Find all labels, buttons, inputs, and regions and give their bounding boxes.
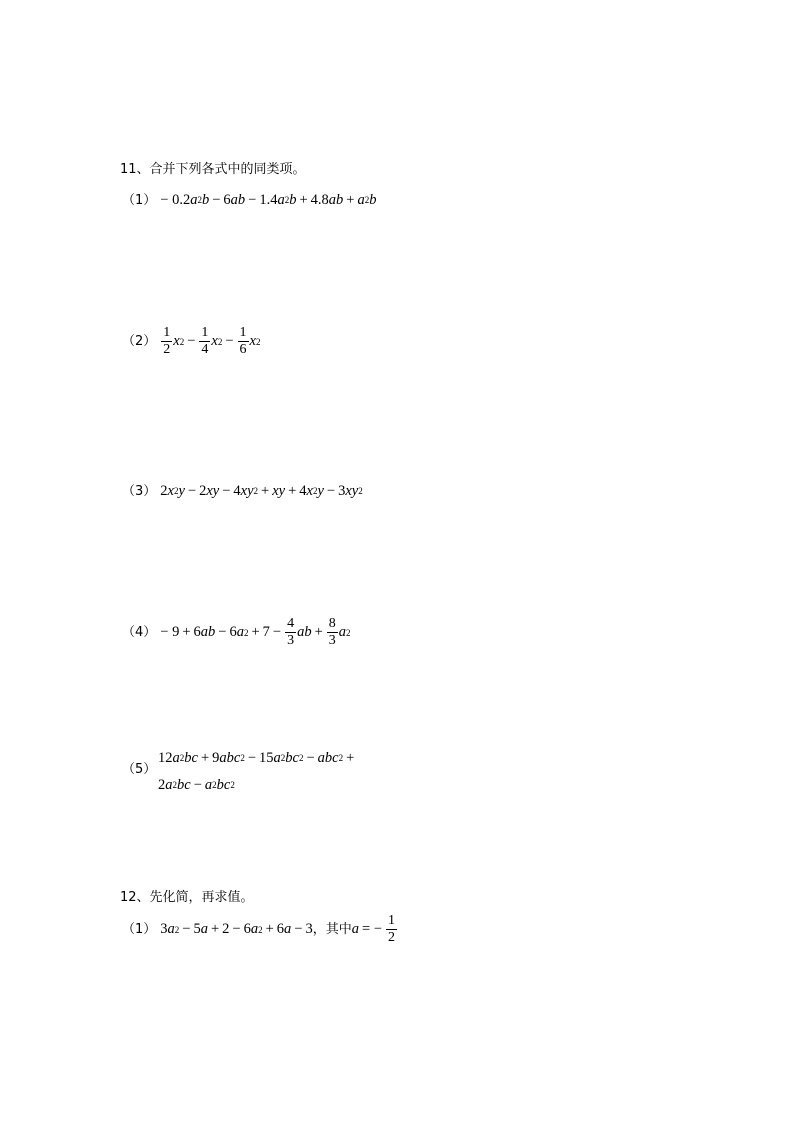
q12-part1-expression: 3 a 2 − 5 a + 2 − 6 a 2 + 6 a − 3 bbox=[160, 921, 313, 938]
fraction: $\frac{1}{4}$ bbox=[201, 325, 209, 357]
part-tag: （1） bbox=[122, 922, 157, 937]
q11-part4 bbox=[122, 617, 351, 648]
q11-part1-expression: − 0.2 a 2 b − 6 ab − 1.4 a 2 b + 4.8 ab + a 2 b bbox=[160, 192, 377, 208]
q11-heading: 11、合并下列各式中的同类项。 bbox=[120, 162, 306, 177]
q11-part3-expression: 2 x 2 y − 2 xy − 4 xy 2 + xy + 4 x 2 y − 3 xy 2 bbox=[160, 483, 363, 499]
q11-part5-line2: 2 a 2 bc − a 2 bc 2 bbox=[158, 777, 235, 793]
fraction: $\frac{4}{3}$ bbox=[287, 616, 295, 648]
q12-heading: 12、先化简，再求值。 bbox=[120, 890, 254, 905]
q11-part5 bbox=[122, 763, 160, 776]
q11-part4-expression: − 9 + 6 ab − 6 a 2 + 7 − $\frac{4}{3}$ ab + $\frac{8}{3}$ a 2 bbox=[160, 616, 351, 648]
part-tag: （1） bbox=[122, 192, 157, 208]
q11-part1 bbox=[122, 193, 376, 208]
q11-part2 bbox=[122, 326, 260, 357]
q12-part1 bbox=[122, 914, 398, 945]
part-tag: （3） bbox=[122, 483, 157, 499]
fraction: $\frac{1}{6}$ bbox=[239, 325, 247, 357]
part-tag: （4） bbox=[122, 625, 157, 640]
part-tag: （5） bbox=[122, 762, 157, 777]
q11-part5-line1: 12 a 2 bc + 9 abc 2 − 15 a 2 bc 2 − abc 2 + bbox=[158, 750, 355, 766]
fraction: $\frac{8}{3}$ bbox=[328, 616, 336, 648]
fraction: $\frac{1}{2}$ bbox=[387, 913, 395, 945]
condition-expression: a = − $\frac{1}{2}$ bbox=[351, 913, 395, 945]
condition-text: ，其中 bbox=[312, 922, 352, 937]
fraction: $\frac{1}{2}$ bbox=[163, 325, 171, 357]
q11-part2-expression: $\frac{1}{2}$ x 2 − $\frac{1}{4}$ x 2 − $\frac{1}{6}$ x 2 bbox=[163, 325, 261, 357]
q11-part3 bbox=[122, 484, 363, 499]
part-tag: （2） bbox=[122, 334, 157, 349]
